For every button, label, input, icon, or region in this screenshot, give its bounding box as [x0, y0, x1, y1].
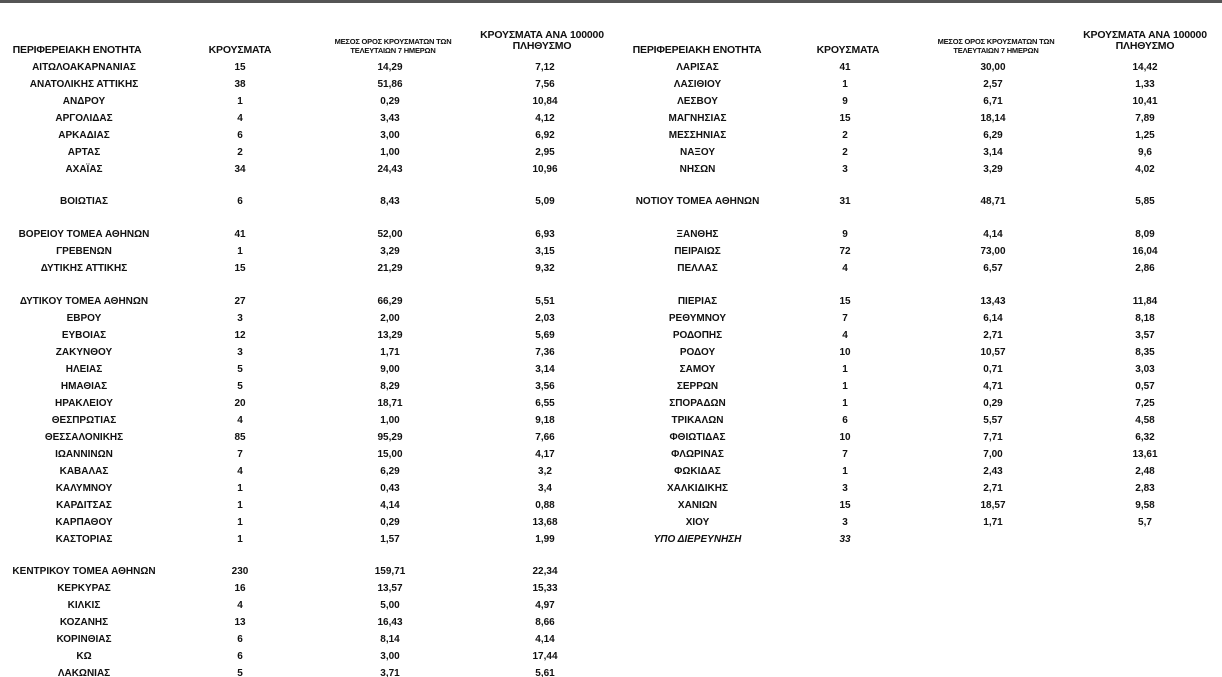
left-table-row-32-avg7: 3,71 — [380, 668, 400, 677]
right-table-row-13-region: ΡΟΔΟΠΗΣ — [672, 330, 723, 341]
right-table-row-8-cases: 9 — [842, 229, 848, 240]
left-table-row-20-avg7: 15,00 — [377, 449, 403, 460]
right-table-row-20-cases: 7 — [842, 449, 848, 460]
right-table-row-15-cases: 1 — [842, 364, 848, 375]
left-table-row-25-region: ΚΑΣΤΟΡΙΑΣ — [55, 534, 113, 545]
left-table-row-15-avg7: 9,00 — [380, 364, 400, 375]
right-table-row-14-cases: 10 — [839, 347, 851, 358]
right-table-row-21-per100k: 2,48 — [1135, 466, 1155, 477]
right-table-row-19-region: ΦΘΙΩΤΙΔΑΣ — [669, 432, 726, 443]
right-table-row-21-region: ΦΩΚΙΔΑΣ — [674, 466, 721, 477]
left-table-row-21-per100k: 3,2 — [538, 466, 552, 477]
right-table-row-2-avg7: 6,71 — [983, 96, 1003, 107]
right-table-row-2-region: ΛΕΣΒΟΥ — [677, 96, 718, 107]
left-table-row-22-avg7: 0,43 — [380, 483, 400, 494]
left-table-row-28-avg7: 5,00 — [380, 600, 400, 611]
right-table-row-11-region: ΠΙΕΡΙΑΣ — [677, 296, 718, 307]
left-table-row-12-cases: 3 — [237, 313, 243, 324]
right-table-row-17-region: ΣΠΟΡΑΔΩΝ — [669, 398, 726, 409]
right-table-row-16-cases: 1 — [842, 381, 848, 392]
left-table-row-14-per100k: 7,36 — [535, 347, 555, 358]
left-table-row-16-cases: 5 — [237, 381, 243, 392]
right-table-row-24-region: ΧΙΟΥ — [685, 517, 710, 528]
left-table-row-17-per100k: 6,55 — [535, 398, 555, 409]
right-table-row-14-per100k: 8,35 — [1135, 347, 1155, 358]
right-table-row-5-avg7: 3,14 — [983, 147, 1003, 158]
left-table-row-7-avg7: 8,43 — [380, 196, 400, 207]
left-table-row-28-per100k: 4,97 — [535, 600, 555, 611]
right-table-row-17-per100k: 7,25 — [1135, 398, 1155, 409]
right-table-row-1-cases: 1 — [842, 79, 848, 90]
right-table-row-20-avg7: 7,00 — [983, 449, 1003, 460]
right-table-row-25-region: ΥΠΟ ΔΙΕΡΕΥΝΗΣΗ — [653, 534, 742, 545]
left-table-row-30-cases: 6 — [237, 634, 243, 645]
right-header-avg7: ΜΕΣΟΣ ΟΡΟΣ ΚΡΟΥΣΜΑΤΩΝ ΤΩΝ ΤΕΛΕΥΤΑΙΩΝ 7 ΗΜΕΡΩΝ — [937, 37, 1055, 55]
left-table-row-15-region: ΗΛΕΙΑΣ — [65, 364, 103, 375]
left-table-row-5-per100k: 2,95 — [535, 147, 555, 158]
left-table-row-2-avg7: 0,29 — [380, 96, 400, 107]
left-table-row-31-region: ΚΩ — [76, 651, 92, 662]
left-table-row-27-per100k: 15,33 — [532, 583, 558, 594]
left-table-row-14-cases: 3 — [237, 347, 243, 358]
right-table-row-15-region: ΣΑΜΟΥ — [679, 364, 716, 375]
left-table-row-2-per100k: 10,84 — [532, 96, 558, 107]
left-table-row-10-cases: 15 — [234, 263, 246, 274]
right-table-row-7-region: ΝΟΤΙΟΥ ΤΟΜΕΑ ΑΘΗΝΩΝ — [635, 196, 760, 207]
right-table-row-8-region: ΞΑΝΘΗΣ — [676, 229, 719, 240]
left-table-row-23-per100k: 0,88 — [535, 500, 555, 511]
right-table-row-19-avg7: 7,71 — [983, 432, 1003, 443]
left-table-row-2-region: ΑΝΔΡΟΥ — [62, 96, 106, 107]
right-table-row-10-region: ΠΕΛΛΑΣ — [677, 263, 718, 274]
right-table-row-4-per100k: 1,25 — [1135, 130, 1155, 141]
left-table-row-0-per100k: 7,12 — [535, 62, 555, 73]
left-table-row-8-avg7: 52,00 — [377, 229, 403, 240]
left-table-row-18-per100k: 9,18 — [535, 415, 555, 426]
left-table-row-24-avg7: 0,29 — [380, 517, 400, 528]
left-table-row-17-region: ΗΡΑΚΛΕΙΟΥ — [55, 398, 113, 409]
right-table-row-16-avg7: 4,71 — [983, 381, 1003, 392]
left-table-row-18-avg7: 1,00 — [380, 415, 400, 426]
left-table-row-21-cases: 4 — [237, 466, 243, 477]
left-table-row-32-cases: 5 — [237, 668, 243, 677]
right-table-row-23-region: ΧΑΝΙΩΝ — [677, 500, 718, 511]
left-table-row-31-cases: 6 — [237, 651, 243, 662]
left-table-row-4-cases: 6 — [237, 130, 243, 141]
left-table-row-12-avg7: 2,00 — [380, 313, 400, 324]
left-table-row-8-per100k: 6,93 — [535, 229, 555, 240]
top-border — [0, 0, 1222, 3]
left-table-row-6-avg7: 24,43 — [377, 164, 403, 175]
left-table-row-26-avg7: 159,71 — [374, 566, 406, 577]
right-table-row-10-avg7: 6,57 — [983, 263, 1003, 274]
left-table-row-21-region: ΚΑΒΑΛΑΣ — [59, 466, 109, 477]
right-table-row-6-region: ΝΗΣΩΝ — [679, 164, 716, 175]
right-table-row-12-avg7: 6,14 — [983, 313, 1003, 324]
right-table-row-22-avg7: 2,71 — [983, 483, 1003, 494]
right-table-row-14-avg7: 10,57 — [980, 347, 1006, 358]
left-table-row-30-region: ΚΟΡΙΝΘΙΑΣ — [56, 634, 112, 645]
left-table-row-5-region: ΑΡΤΑΣ — [67, 147, 101, 158]
right-table-row-16-region: ΣΕΡΡΩΝ — [676, 381, 719, 392]
left-header-avg7: ΜΕΣΟΣ ΟΡΟΣ ΚΡΟΥΣΜΑΤΩΝ ΤΩΝ ΤΕΛΕΥΤΑΙΩΝ 7 ΗΜΕΡΩΝ — [334, 37, 452, 55]
right-table-row-1-avg7: 2,57 — [983, 79, 1003, 90]
left-table-row-25-per100k: 1,99 — [535, 534, 555, 545]
left-table-row-19-per100k: 7,66 — [535, 432, 555, 443]
right-table-row-15-avg7: 0,71 — [983, 364, 1003, 375]
left-table-row-26-per100k: 22,34 — [532, 566, 558, 577]
left-table-row-1-cases: 38 — [234, 79, 246, 90]
right-table-row-24-cases: 3 — [842, 517, 848, 528]
left-table-row-32-per100k: 5,61 — [535, 668, 555, 677]
left-table-row-29-cases: 13 — [234, 617, 246, 628]
left-table-row-12-per100k: 2,03 — [535, 313, 555, 324]
left-table-row-29-region: ΚΟΖΑΝΗΣ — [59, 617, 109, 628]
left-table-row-9-cases: 1 — [237, 246, 243, 257]
right-table-row-11-per100k: 11,84 — [1132, 296, 1158, 307]
left-table-row-18-region: ΘΕΣΠΡΩΤΙΑΣ — [51, 415, 117, 426]
right-table-row-25-cases: 33 — [839, 534, 851, 545]
right-table-row-4-cases: 2 — [842, 130, 848, 141]
left-table-row-3-avg7: 3,43 — [380, 113, 400, 124]
right-table-row-22-region: ΧΑΛΚΙΔΙΚΗΣ — [667, 483, 728, 494]
left-table-row-9-per100k: 3,15 — [535, 246, 555, 257]
left-table-row-29-avg7: 16,43 — [377, 617, 403, 628]
right-table-row-3-cases: 15 — [839, 113, 851, 124]
left-table-row-9-avg7: 3,29 — [380, 246, 400, 257]
left-table-row-7-region: ΒΟΙΩΤΙΑΣ — [60, 196, 108, 207]
left-table-row-12-region: ΕΒΡΟΥ — [66, 313, 102, 324]
left-table-row-11-cases: 27 — [234, 296, 246, 307]
right-table-row-9-region: ΠΕΙΡΑΙΩΣ — [674, 246, 721, 257]
left-table-row-19-avg7: 95,29 — [377, 432, 403, 443]
left-table-row-0-avg7: 14,29 — [377, 62, 403, 73]
right-table-row-10-cases: 4 — [842, 263, 848, 274]
right-table-row-3-region: ΜΑΓΝΗΣΙΑΣ — [668, 113, 727, 124]
right-table-row-10-per100k: 2,86 — [1135, 263, 1155, 274]
left-table-row-31-per100k: 17,44 — [532, 651, 558, 662]
right-table-row-2-per100k: 10,41 — [1132, 96, 1158, 107]
right-table-row-13-cases: 4 — [842, 330, 848, 341]
left-table-row-16-region: ΗΜΑΘΙΑΣ — [60, 381, 108, 392]
right-table-row-4-region: ΜΕΣΣΗΝΙΑΣ — [668, 130, 727, 141]
right-table-row-21-avg7: 2,43 — [983, 466, 1003, 477]
right-table-row-15-per100k: 3,03 — [1135, 364, 1155, 375]
left-table-row-21-avg7: 6,29 — [380, 466, 400, 477]
left-table-row-16-per100k: 3,56 — [535, 381, 555, 392]
right-table-row-19-cases: 10 — [839, 432, 851, 443]
right-table-row-17-avg7: 0,29 — [983, 398, 1003, 409]
left-table-row-20-region: ΙΩΑΝΝΙΝΩΝ — [55, 449, 113, 460]
left-table-row-19-region: ΘΕΣΣΑΛΟΝΙΚΗΣ — [44, 432, 124, 443]
left-table-row-4-region: ΑΡΚΑΔΙΑΣ — [58, 130, 110, 141]
right-table-row-16-per100k: 0,57 — [1135, 381, 1155, 392]
right-table-row-20-region: ΦΛΩΡΙΝΑΣ — [671, 449, 724, 460]
right-table-row-9-cases: 72 — [839, 246, 851, 257]
left-table-row-32-region: ΛΑΚΩΝΙΑΣ — [57, 668, 111, 677]
right-table-row-0-per100k: 14,42 — [1132, 62, 1158, 73]
right-table-row-6-cases: 3 — [842, 164, 848, 175]
left-table-row-13-cases: 12 — [234, 330, 246, 341]
right-table-row-20-per100k: 13,61 — [1132, 449, 1158, 460]
left-table-row-24-cases: 1 — [237, 517, 243, 528]
left-table-row-15-cases: 5 — [237, 364, 243, 375]
right-table-row-6-per100k: 4,02 — [1135, 164, 1155, 175]
left-table-row-22-per100k: 3,4 — [538, 483, 552, 494]
left-table-row-17-cases: 20 — [234, 398, 246, 409]
right-table-row-23-avg7: 18,57 — [980, 500, 1006, 511]
right-table-row-22-cases: 3 — [842, 483, 848, 494]
left-table-row-13-per100k: 5,69 — [535, 330, 555, 341]
right-table-row-5-per100k: 9,6 — [1138, 147, 1152, 158]
right-table-row-0-avg7: 30,00 — [980, 62, 1006, 73]
right-table-row-9-avg7: 73,00 — [980, 246, 1006, 257]
right-table-row-13-avg7: 2,71 — [983, 330, 1003, 341]
right-table-row-7-cases: 31 — [839, 196, 851, 207]
left-table-row-24-per100k: 13,68 — [532, 517, 558, 528]
right-table-row-18-per100k: 4,58 — [1135, 415, 1155, 426]
left-table-row-22-cases: 1 — [237, 483, 243, 494]
left-table-row-27-avg7: 13,57 — [377, 583, 403, 594]
right-table-row-0-region: ΛΑΡΙΣΑΣ — [676, 62, 719, 73]
left-table-row-14-region: ΖΑΚΥΝΘΟΥ — [55, 347, 113, 358]
right-table-row-13-per100k: 3,57 — [1135, 330, 1155, 341]
left-table-row-24-region: ΚΑΡΠΑΘΟΥ — [55, 517, 113, 528]
left-table-row-8-region: ΒΟΡΕΙΟΥ ΤΟΜΕΑ ΑΘΗΝΩΝ — [18, 229, 150, 240]
right-table-row-8-per100k: 8,09 — [1135, 229, 1155, 240]
left-table-row-5-cases: 2 — [237, 147, 243, 158]
left-table-row-17-avg7: 18,71 — [377, 398, 403, 409]
right-table-row-12-per100k: 8,18 — [1135, 313, 1155, 324]
right-table-row-5-cases: 2 — [842, 147, 848, 158]
left-table-row-4-per100k: 6,92 — [535, 130, 555, 141]
left-table-row-14-avg7: 1,71 — [380, 347, 400, 358]
right-table-row-6-avg7: 3,29 — [983, 164, 1003, 175]
right-table-row-18-avg7: 5,57 — [983, 415, 1003, 426]
right-table-row-4-avg7: 6,29 — [983, 130, 1003, 141]
right-table-row-18-cases: 6 — [842, 415, 848, 426]
right-table-row-9-per100k: 16,04 — [1132, 246, 1158, 257]
left-table-row-6-cases: 34 — [234, 164, 246, 175]
right-table-row-3-avg7: 18,14 — [980, 113, 1006, 124]
right-table-row-18-region: ΤΡΙΚΑΛΩΝ — [671, 415, 724, 426]
right-table-row-12-cases: 7 — [842, 313, 848, 324]
right-table-row-11-avg7: 13,43 — [980, 296, 1006, 307]
right-table-row-21-cases: 1 — [842, 466, 848, 477]
left-table-row-23-region: ΚΑΡΔΙΤΣΑΣ — [56, 500, 112, 511]
right-table-row-19-per100k: 6,32 — [1135, 432, 1155, 443]
right-table-row-7-per100k: 5,85 — [1135, 196, 1155, 207]
left-table-row-3-cases: 4 — [237, 113, 243, 124]
left-table-row-31-avg7: 3,00 — [380, 651, 400, 662]
left-table-row-11-region: ΔΥΤΙΚΟΥ ΤΟΜΕΑ ΑΘΗΝΩΝ — [19, 296, 149, 307]
left-table-row-11-per100k: 5,51 — [535, 296, 555, 307]
left-table-row-26-region: ΚΕΝΤΡΙΚΟΥ ΤΟΜΕΑ ΑΘΗΝΩΝ — [12, 566, 156, 577]
left-header-cases: ΚΡΟΥΣΜΑΤΑ — [208, 44, 272, 56]
left-table-row-8-cases: 41 — [234, 229, 246, 240]
left-table-row-16-avg7: 8,29 — [380, 381, 400, 392]
left-table-row-19-cases: 85 — [234, 432, 246, 443]
right-header-per100k: ΚΡΟΥΣΜΑΤΑ ΑΝΑ 100000 ΠΛΗΘΥΣΜΟ — [1083, 29, 1207, 52]
left-table-row-26-cases: 230 — [231, 566, 249, 577]
left-table-row-30-per100k: 4,14 — [535, 634, 555, 645]
left-table-row-13-avg7: 13,29 — [377, 330, 403, 341]
left-table-row-25-avg7: 1,57 — [380, 534, 400, 545]
left-table-row-9-region: ΓΡΕΒΕΝΩΝ — [56, 246, 112, 257]
left-table-row-27-cases: 16 — [234, 583, 246, 594]
right-table-row-22-per100k: 2,83 — [1135, 483, 1155, 494]
right-table-row-1-per100k: 1,33 — [1135, 79, 1155, 90]
left-table-row-27-region: ΚΕΡΚΥΡΑΣ — [57, 583, 111, 594]
left-table-row-15-per100k: 3,14 — [535, 364, 555, 375]
right-table-row-7-avg7: 48,71 — [980, 196, 1006, 207]
left-table-row-23-avg7: 4,14 — [380, 500, 400, 511]
right-table-row-24-per100k: 5,7 — [1138, 517, 1152, 528]
right-table-row-2-cases: 9 — [842, 96, 848, 107]
left-table-row-20-per100k: 4,17 — [535, 449, 555, 460]
left-table-row-11-avg7: 66,29 — [377, 296, 403, 307]
left-table-row-10-region: ΔΥΤΙΚΗΣ ΑΤΤΙΚΗΣ — [40, 263, 128, 274]
right-table-row-12-region: ΡΕΘΥΜΝΟΥ — [668, 313, 727, 324]
right-table-row-23-per100k: 9,58 — [1135, 500, 1155, 511]
left-table-row-4-avg7: 3,00 — [380, 130, 400, 141]
left-table-row-10-avg7: 21,29 — [377, 263, 403, 274]
left-header-per100k: ΚΡΟΥΣΜΑΤΑ ΑΝΑ 100000 ΠΛΗΘΥΣΜΟ — [480, 29, 604, 52]
right-header-cases: ΚΡΟΥΣΜΑΤΑ — [816, 44, 880, 56]
left-table-row-6-per100k: 10,96 — [532, 164, 558, 175]
left-table-row-3-per100k: 4,12 — [535, 113, 555, 124]
right-table-row-17-cases: 1 — [842, 398, 848, 409]
right-table-row-11-cases: 15 — [839, 296, 851, 307]
left-table-row-1-per100k: 7,56 — [535, 79, 555, 90]
left-table-row-10-per100k: 9,32 — [535, 263, 555, 274]
left-table-row-1-avg7: 51,86 — [377, 79, 403, 90]
left-table-row-25-cases: 1 — [237, 534, 243, 545]
left-table-row-20-cases: 7 — [237, 449, 243, 460]
left-table-row-2-cases: 1 — [237, 96, 243, 107]
left-table-row-13-region: ΕΥΒΟΙΑΣ — [61, 330, 107, 341]
left-table-row-23-cases: 1 — [237, 500, 243, 511]
left-table-row-28-region: ΚΙΛΚΙΣ — [67, 600, 101, 611]
right-table-row-24-avg7: 1,71 — [983, 517, 1003, 528]
left-table-row-3-region: ΑΡΓΟΛΙΔΑΣ — [55, 113, 113, 124]
right-table-row-23-cases: 15 — [839, 500, 851, 511]
left-table-row-6-region: ΑΧΑΪΑΣ — [65, 164, 103, 175]
right-table-row-8-avg7: 4,14 — [983, 229, 1003, 240]
right-header-region: ΠΕΡΙΦΕΡΕΙΑΚΗ ΕΝΟΤΗΤΑ — [632, 44, 762, 56]
left-table-row-7-per100k: 5,09 — [535, 196, 555, 207]
left-table-row-7-cases: 6 — [237, 196, 243, 207]
left-table-row-18-cases: 4 — [237, 415, 243, 426]
left-table-row-29-per100k: 8,66 — [535, 617, 555, 628]
left-header-region: ΠΕΡΙΦΕΡΕΙΑΚΗ ΕΝΟΤΗΤΑ — [12, 44, 142, 56]
left-table-row-30-avg7: 8,14 — [380, 634, 400, 645]
left-table-row-0-region: ΑΙΤΩΛΟΑΚΑΡΝΑΝΙΑΣ — [32, 62, 136, 73]
left-table-row-1-region: ΑΝΑΤΟΛΙΚΗΣ ΑΤΤΙΚΗΣ — [29, 79, 139, 90]
right-table-row-3-per100k: 7,89 — [1135, 113, 1155, 124]
right-table-row-0-cases: 41 — [839, 62, 851, 73]
right-table-row-5-region: ΝΑΞΟΥ — [679, 147, 716, 158]
right-table-row-14-region: ΡΟΔΟΥ — [679, 347, 716, 358]
left-table-row-5-avg7: 1,00 — [380, 147, 400, 158]
right-table-row-1-region: ΛΑΣΙΘΙΟΥ — [673, 79, 722, 90]
left-table-row-22-region: ΚΑΛΥΜΝΟΥ — [55, 483, 113, 494]
left-table-row-28-cases: 4 — [237, 600, 243, 611]
left-table-row-0-cases: 15 — [234, 62, 246, 73]
